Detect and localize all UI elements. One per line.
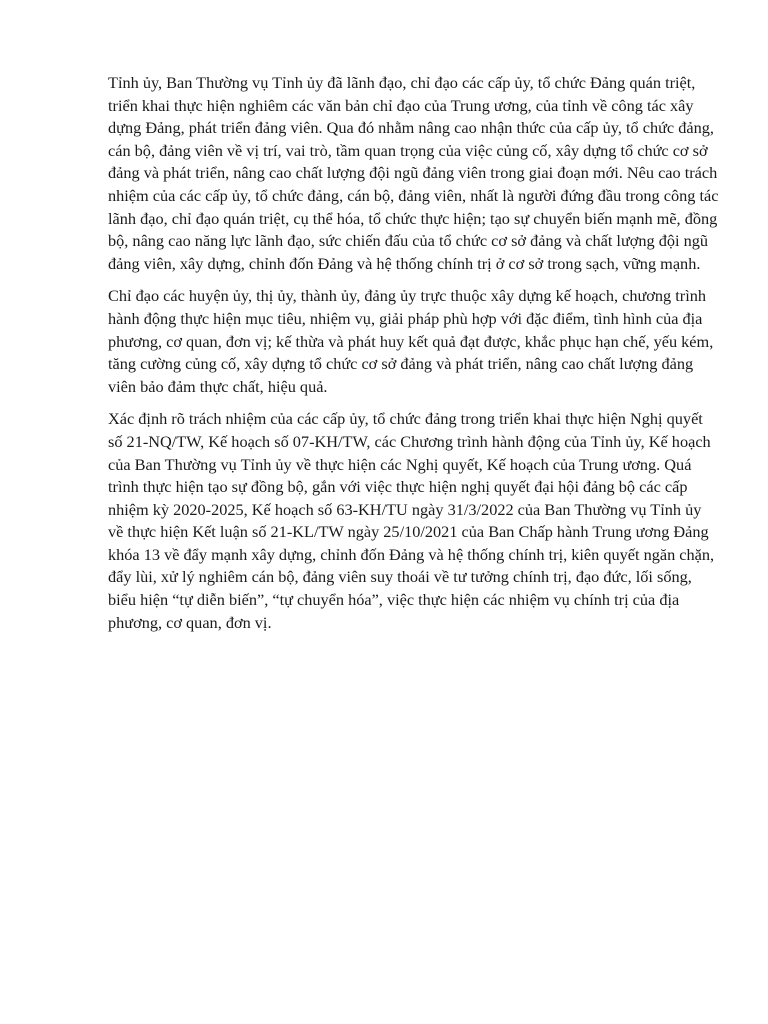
paragraph-2: Chỉ đạo các huyện ủy, thị ủy, thành ủy, đảng ủy trực thuộc xây dựng kế hoạch, chương trình hành động thực hiện mục tiêu, nhiệm vụ, giải pháp phù hợp với đặc điểm, tình hình của địa phương, cơ quan, đơn vị; kế thừa và phát huy kết quả đạt được, khắc phục hạn chế, yếu kém, tăng cường củng cố, xây dựng tổ chức cơ sở đảng và phát triển, nâng cao chất lượng đảng viên bảo đảm thực chất, hiệu quả. (108, 286, 714, 396)
paragraph-1: Tỉnh ủy, Ban Thường vụ Tỉnh ủy đã lãnh đạo, chỉ đạo các cấp ủy, tổ chức Đảng quán triệt, triển khai thực hiện nghiêm các văn bản chỉ đạo của Trung ương, của tỉnh về công tác xây dựng Đảng, phát triển đảng viên. Qua đó nhằm nâng cao nhận thức của cấp ủy, tổ chức đảng, cán bộ, đảng viên về vị trí, vai trò, tầm quan trọng của việc củng cố, xây dựng tổ chức cơ sở đảng và phát triển, nâng cao chất lượng đội ngũ đảng viên trong giai đoạn mới. Nêu cao trách nhiệm của các cấp ủy, tổ chức đảng, cán bộ, đảng viên, nhất là người đứng đầu trong công tác lãnh đạo, chỉ đạo quán triệt, cụ thể hóa, tổ chức thực hiện; tạo sự chuyển biến mạnh mẽ, đồng bộ, nâng cao năng lực lãnh đạo, sức chiến đấu của tổ chức cơ sở đảng và chất lượng đội ngũ đảng viên, xây dựng, chỉnh đốn Đảng và hệ thống chính trị ở cơ sở trong sạch, vững mạnh. (108, 73, 719, 273)
paragraph-3: Xác định rõ trách nhiệm của các cấp ủy, tổ chức đảng trong triển khai thực hiện Nghị quyết số 21-NQ/TW, Kế hoạch số 07-KH/TW, các Chương trình hành động của Tỉnh ủy, Kế hoạch của Ban Thường vụ Tỉnh ủy về thực hiện các Nghị quyết, Kế hoạch của Trung ương. Quá trình thực hiện tạo sự đồng bộ, gắn với việc thực hiện nghị quyết đại hội đảng bộ các cấp nhiệm kỳ 2020-2025, Kế hoạch số 63-KH/TU ngày 31/3/2022 của Ban Thường vụ Tỉnh ủy về thực hiện Kết luận số 21-KL/TW ngày 25/10/2021 của Ban Chấp hành Trung ương Đảng khóa 13 về đẩy mạnh xây dựng, chỉnh đốn Đảng và hệ thống chính trị, kiên quyết ngăn chặn, đẩy lùi, xử lý nghiêm cán bộ, đảng viên suy thoái về tư tưởng chính trị, đạo đức, lối sống, biểu hiện “tự diễn biến”, “tự chuyển hóa”, việc thực hiện các nhiệm vụ chính trị của địa phương, cơ quan, đơn vị. (108, 409, 715, 632)
document-body (108, 72, 720, 644)
